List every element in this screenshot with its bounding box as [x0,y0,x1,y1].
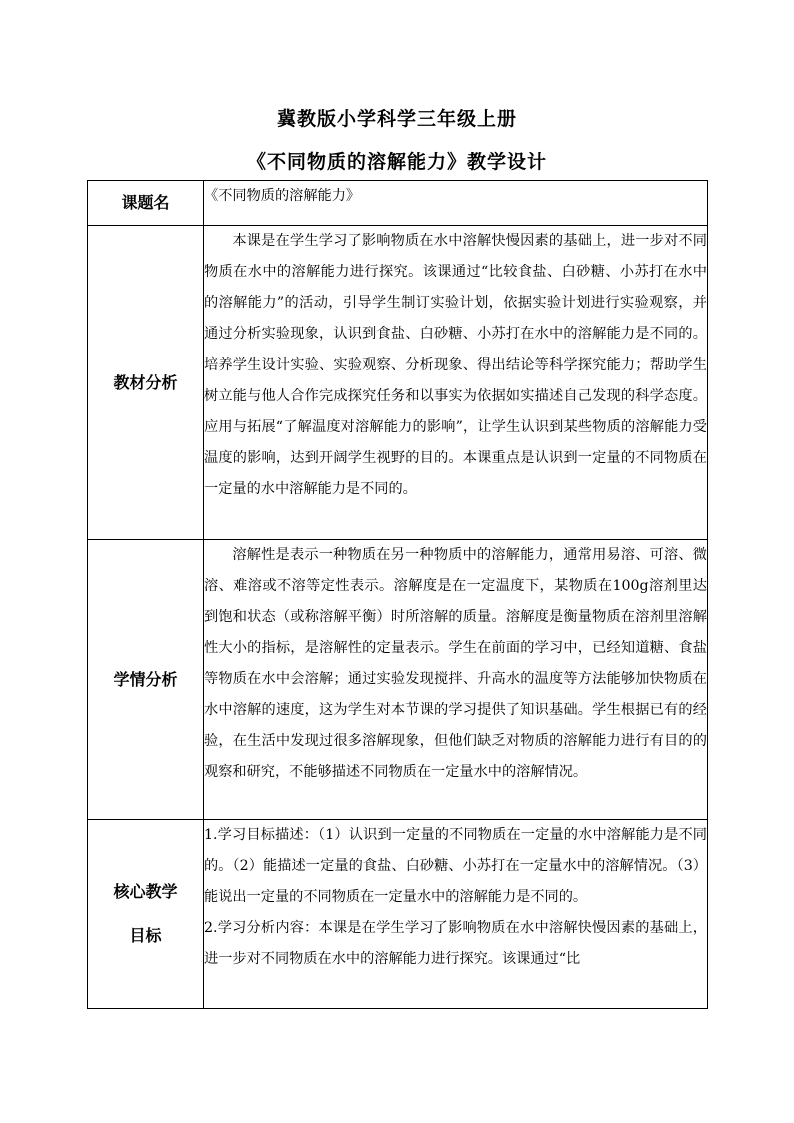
document-title-line2: 《不同物质的溶解能力》教学设计 [246,151,547,173]
lesson-plan-table [87,180,708,1009]
row-label-core-objectives [88,820,204,1009]
core-objectives-paragraph-1: 1.学习目标描述：（1）认识到一定量的不同物质在一定量的水中溶解能力是不同的。（2）能描述一定量的食盐、白砂糖、小苏打在一定量水中的溶解情况。（3）能说出一定量的不同物质在一定量水中的溶解能力是不同的。 [204,827,707,905]
table-row-material-analysis [88,226,708,540]
row-label-core-objectives-line1: 核心教学 [113,882,178,901]
topic-content [204,181,708,226]
row-label-core-objectives-line2: 目标 [129,926,162,945]
core-objectives-paragraph-2: 2.学习分析内容：本课是在学生学习了影响物质在水中溶解快慢因素的基础上，进一步对不同物质在水中的溶解能力进行探究。该课通过“比 [204,920,707,967]
learner-analysis-text: 溶解性是表示一种物质在另一种物质中的溶解能力，通常用易溶、可溶、微溶、难溶或不溶等定性表示。溶解度是在一定温度下，某物质在100g溶剂里达到饱和状态（或称溶解平衡）时所溶解的质量。溶解度是衡量物质在溶剂里溶解性大小的指标，是溶解性的定量表示。学生在前面的学习中，已经知道糖、食盐等物质在水中会溶解；通过实验发现搅拌、升高水的温度等方法能够加快物质在水中溶解的速度，这为学生对本节课的学习提供了知识基础。学生根据已有的经验，在生活中发现过很多溶解现象，但他们缺乏对物质的溶解能力进行有目的的观察和研究，不能够描述不同物质在一定量水中的溶解情况。 [204,547,707,780]
row-label-material-analysis: 教材分析 [88,226,204,540]
learner-analysis-content [204,540,708,820]
table-row-learner-analysis [88,540,708,820]
core-objectives-content [204,820,708,1009]
document-title-line1: 冀教版小学科学三年级上册 [276,108,517,130]
material-analysis-content [204,226,708,540]
row-label-learner-analysis: 学情分析 [88,540,204,820]
table-row-core-objectives [88,820,708,1009]
table-row-topic [88,181,708,226]
topic-text: 《不同物质的溶解能力》 [204,188,361,204]
material-analysis-text: 本课是在学生学习了影响物质在水中溶解快慢因素的基础上，进一步对不同物质在水中的溶解能力进行探究。该课通过“比较食盐、白砂糖、小苏打在水中的溶解能力”的活动，引导学生制订实验计划，依据实验计划进行实验观察，并通过分析实验现象，认识到食盐、白砂糖、小苏打在水中的溶解能力是不同的。培养学生设计实验、实验观察、分析现象、得出结论等科学探究能力；帮助学生树立能与他人合作完成探究任务和以事实为依据如实描述自己发现的科学态度。应用与拓展“了解温度对溶解能力的影响”，让学生认识到某些物质的溶解能力受温度的影响，达到开阔学生视野的目的。本课重点是认识到一定量的不同物质在一定量的水中溶解能力是不同的。 [204,233,707,497]
row-label-topic: 课题名 [88,181,204,226]
